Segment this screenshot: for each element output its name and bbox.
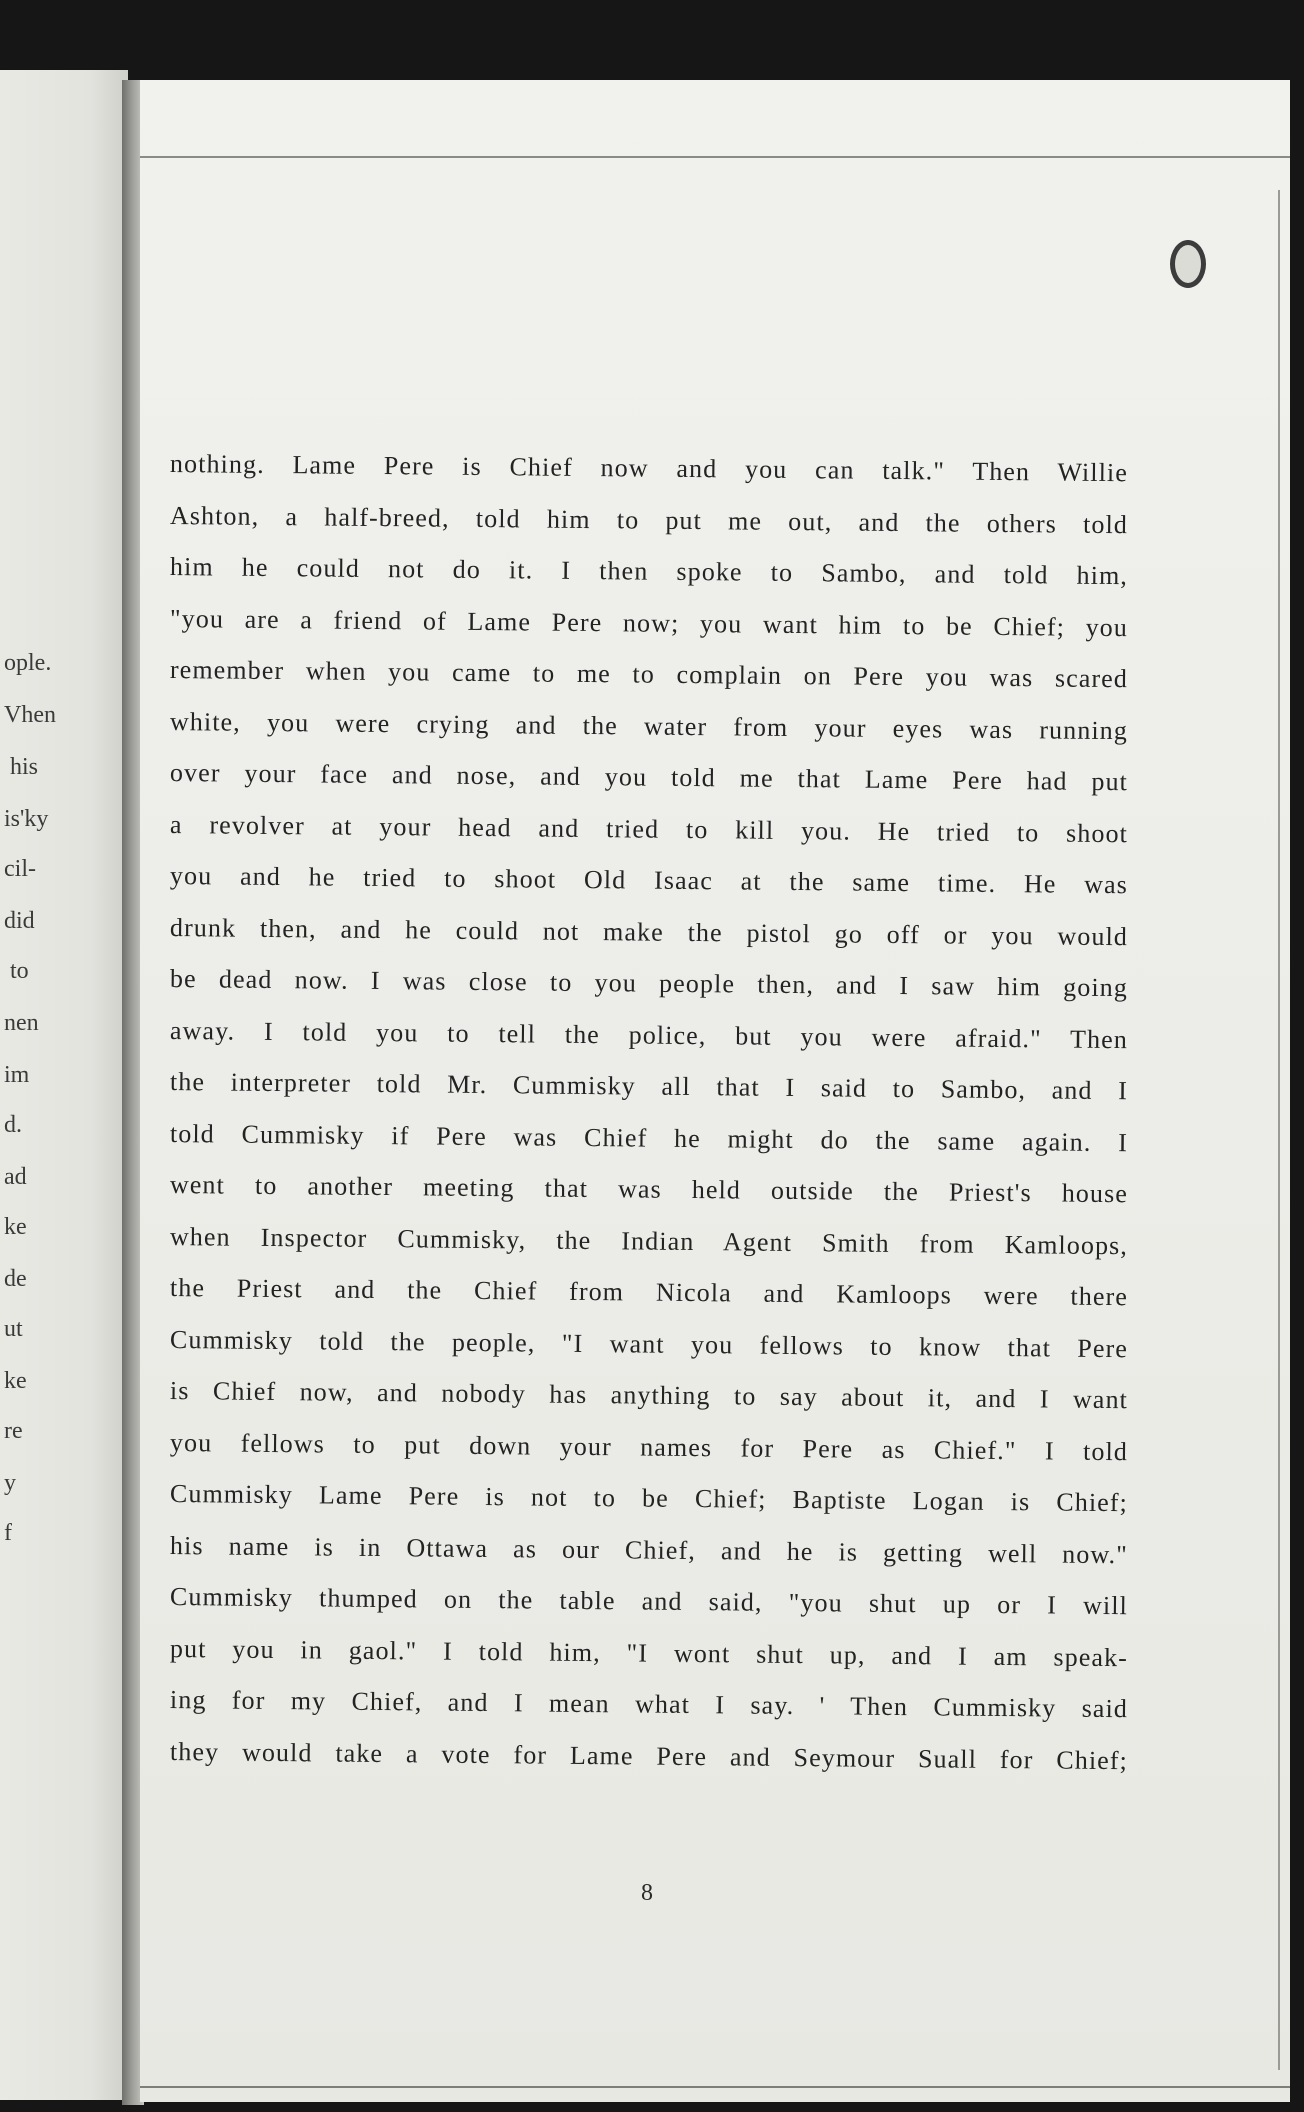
text-line: Cummisky told the people, "I want you fellows to know that Pere [169,1324,1129,1363]
left-fragment: to [10,958,29,984]
previous-page-edge [0,70,128,2100]
bottom-rule [140,2086,1290,2088]
left-fragment: ke [4,1368,27,1394]
left-fragment: de [4,1266,27,1292]
left-fragment: ad [4,1164,27,1190]
text-line: when Inspector Cummisky, the Indian Agent Smith from Kamloops, [169,1221,1129,1260]
text-line: you fellows to put down your names for Pere as Chief." I told [169,1427,1129,1466]
left-fragment: nen [4,1010,39,1036]
text-line: ing for my Chief, and I mean what I say. ' Then Cummisky said [169,1685,1129,1724]
text-line: white, you were crying and the water from your eyes was running [169,706,1129,745]
text-line: nothing. Lame Pere is Chief now and you can talk." Then Willie [169,449,1129,488]
page-edge-line [1278,190,1280,2070]
left-fragment: Vhen [4,702,56,728]
top-rule [140,156,1290,158]
left-fragment: im [4,1062,30,1088]
text-line: his name is in Ottawa as our Chief, and he is getting well now." [169,1530,1129,1569]
text-line: be dead now. I was close to you people then, and I saw him going [169,964,1129,1003]
text-line: drunk then, and he could not make the pistol go off or you would [169,912,1129,951]
left-fragment: f [4,1520,12,1546]
left-fragment: ople. [4,650,52,676]
left-fragment: his [10,754,39,780]
text-line: Cummisky Lame Pere is not to be Chief; Baptiste Logan is Chief; [169,1479,1129,1518]
punch-hole-mark [1170,240,1206,288]
text-line: you and he tried to shoot Old Isaac at the same time. He was [169,861,1129,900]
text-line: over your face and nose, and you told me that Lame Pere had put [169,758,1129,797]
text-line: told Cummisky if Pere was Chief he might do the same again. I [169,1118,1129,1157]
left-fragment: ke [4,1214,27,1240]
text-line: Ashton, a half-breed, told him to put me out, and the others told [169,500,1129,539]
text-line: a revolver at your head and tried to kill you. He tried to shoot [169,809,1129,848]
left-fragment: y [4,1470,16,1496]
left-fragment: did [4,908,35,934]
text-line: went to another meeting that was held outside the Priest's house [169,1170,1129,1209]
body-text [170,438,1170,1777]
left-fragment: is'ky [4,806,49,832]
text-line: Cummisky thumped on the table and said, "you shut up or I will [169,1582,1129,1621]
text-line: him he could not do it. I then spoke to Sambo, and told him, [169,552,1129,591]
text-line: away. I told you to tell the police, but you were afraid." Then [169,1015,1129,1054]
text-line: "you are a friend of Lame Pere now; you want him to be Chief; you [169,603,1129,642]
left-fragment: cil- [4,856,36,882]
text-line: remember when you came to me to complain on Pere you was scared [169,655,1129,694]
page-number: 8 [641,1880,653,1906]
left-fragment: d. [4,1112,22,1138]
text-line: they would take a vote for Lame Pere and Seymour Suall for Chief; [169,1736,1129,1775]
text-line: the Priest and the Chief from Nicola and Kamloops were there [169,1273,1129,1312]
text-line: is Chief now, and nobody has anything to say about it, and I want [169,1376,1129,1415]
left-fragment: ut [4,1316,23,1342]
document-page [140,80,1290,2102]
left-fragment: re [4,1418,23,1444]
text-line: the interpreter told Mr. Cummisky all that I said to Sambo, and I [169,1067,1129,1106]
text-line: put you in gaol." I told him, "I wont shut up, and I am speak- [169,1633,1129,1672]
